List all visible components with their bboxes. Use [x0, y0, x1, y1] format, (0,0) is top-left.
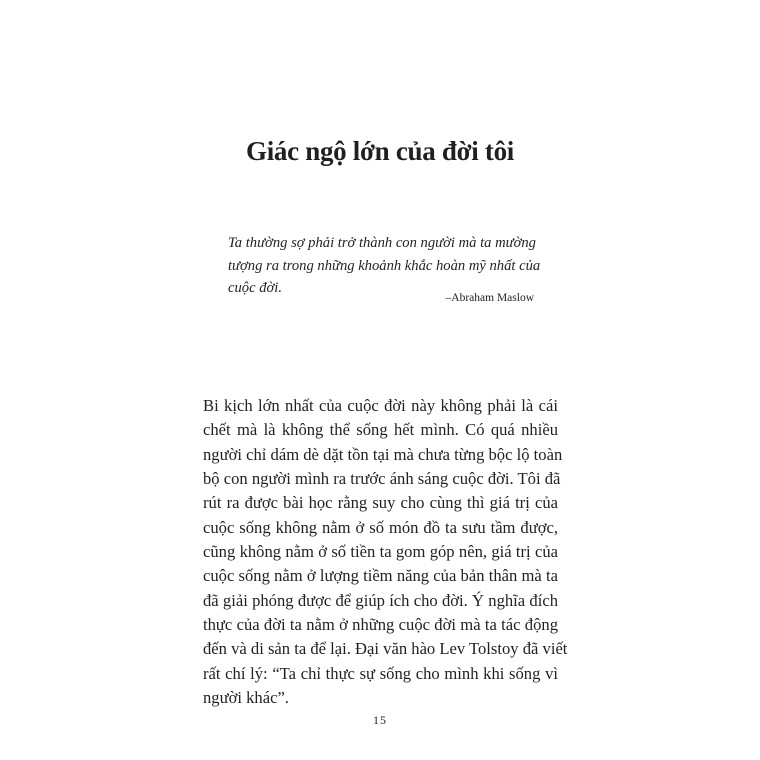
body-line: đến và di sản ta để lại. Đại văn hào Lev Tolstoy đã viết [203, 639, 568, 659]
epigraph-attribution: –Abraham Maslow [445, 292, 534, 304]
epigraph-line: tượng ra trong những khoảnh khắc hoàn mỹ nhất của [228, 257, 541, 274]
body-line: cuộc sống nằm ở lượng tiềm năng của bản thân mà ta [203, 566, 558, 586]
body-line: người khác”. [203, 688, 289, 708]
body-line: cuộc sống không nằm ở số món đồ ta sưu tầm được, [203, 517, 558, 537]
body-line: đã giải phóng được để giúp ích cho đời. Ý nghĩa đích [203, 590, 558, 610]
body-line: người chỉ dám dè dặt tồn tại mà chưa từng bộc lộ toàn [203, 444, 563, 464]
body-line: cũng không nằm ở số tiền ta gom góp nên, giá trị của [203, 542, 558, 562]
body-line: rất chí lý: “Ta chỉ thực sự sống cho mình khi sống vì [203, 663, 558, 683]
body-paragraph [203, 394, 568, 710]
body-line: bộ con người mình ra trước ánh sáng cuộc đời. Tôi đã [203, 469, 561, 489]
chapter-title: Giác ngộ lớn của đời tôi [246, 136, 514, 166]
body-line: chết mà là không thể sống hết mình. Có quá nhiều [203, 420, 558, 440]
page-number: 15 [373, 713, 387, 727]
epigraph-quote [228, 232, 541, 300]
body-line: thực của đời ta nằm ở những cuộc đời mà ta tác động [203, 615, 558, 635]
body-line: Bi kịch lớn nhất của cuộc đời này không phải là cái [203, 396, 558, 415]
epigraph-line: Ta thường sợ phải trở thành con người mà ta mường [228, 235, 536, 251]
epigraph-line: cuộc đời. [228, 280, 282, 296]
body-line: rút ra được bài học rằng suy cho cùng thì giá trị của [203, 493, 558, 513]
